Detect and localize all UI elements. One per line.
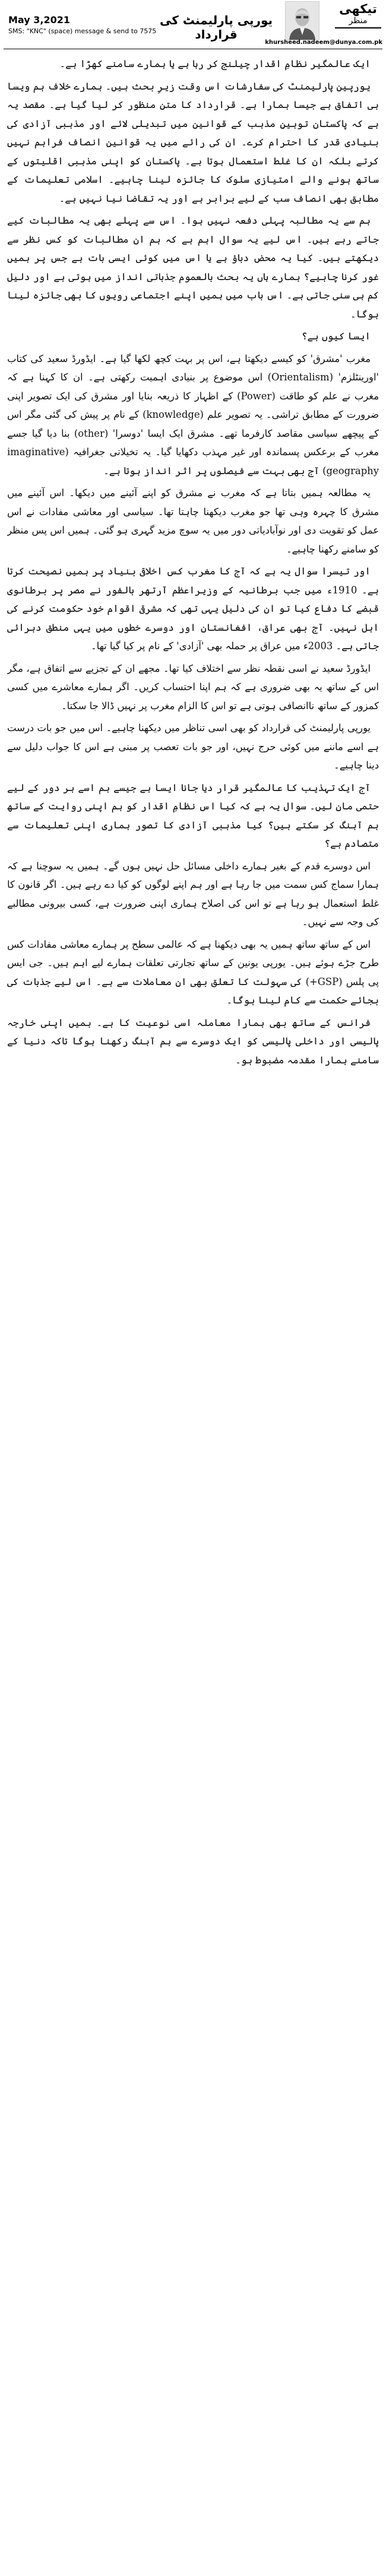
paragraph: یہ مطالعہ ہمیں بتاتا ہے کہ مغرب نے مشرق کو اپنے آئینے میں دیکھا۔ اس آئینے میں مشرق کا چہرہ وہی تھا جو مغرب دیکھنا چاہتا تھا۔ سیاسی اور معاشی مفادات نے اس عمل کو تقویت دی اور نوآبادیاتی دور میں یہ سوچ مزید گہری ہو گئی۔ ہمیں اس پس منظر کو سامنے رکھنا چاہیے۔ — [7, 487, 379, 555]
paragraph: یورپین پارلیمنٹ کی سفارشات اس وقت زیرِ بحث ہیں۔ ہمارے خلاف ہم ویسا ہی اتفاق ہے جیسا ہمارا ہے۔ قرارداد کا متن منظور کر لیا گیا ہے۔ مقصد یہ ہے کہ پاکستان توہینِ مذہب کے قوانین میں تبدیلی لائے اور مذہبی آزادی کی بنیادی قدر کا احترام کرے۔ ان کی رائے میں یہ قوانین انصاف فراہم نہیں کرتے بلکہ ان کا غلط استعمال ہوتا ہے۔ پاکستان کو اپنی مذہبی اقلیتوں کے ساتھ ہونے والے امتیازی سلوک کا جائزہ لینا چاہیے۔ اسلامی تعلیمات کے مطابق بھی انصاف سب کے لیے برابر ہے اور یہ تقاضا نیا نہیں ہے۔ — [7, 80, 379, 204]
paragraph: مغرب 'مشرق' کو کیسے دیکھتا ہے، اس پر بہت کچھ لکھا گیا ہے۔ ایڈورڈ سعید کی کتاب 'اورینٹلزم' (Orientalism) اس موضوع پر بنیادی اہمیت رکھتی ہے۔ ان کا کہنا ہے کہ مغرب نے علم کو طاقت (Power) کے اظہار کا ذریعہ بنایا اور مشرق کی ایک تصویر اپنی ضرورت کے مطابق تراشی۔ یہ تصویر علم (knowledge) کے نام پر پیش کی گئی مگر اس کے پیچھے سیاسی مقاصد کارفرما تھے۔ مشرق ایک ایسا 'دوسرا' (other) بنا دیا گیا جسے مغرب کے برعکس پسماندہ اور غیر مہذب دکھایا گیا۔ یہ تخیلاتی جغرافیہ (imaginative geography) آج بھی بہت سے فیصلوں پر اثر انداز ہوتا ہے۔ — [7, 352, 379, 477]
paragraph: اور تیسرا سوال یہ ہے کہ آج کا مغرب کس اخلاقی بنیاد پر ہمیں نصیحت کرتا ہے۔ 1910ء میں جب برطانیہ کے وزیراعظم آرتھر بالفور نے مصر پر برطانوی قبضے کا دفاع کیا تو ان کی دلیل یہی تھی کہ مشرقی اقوام خود حکومت کرنے کی اہل نہیں۔ آج بھی عراق، افغانستان اور دوسرے خطوں میں یہی منطق دہرائی جاتی ہے۔ 2003ء میں عراق پر حملہ بھی 'آزادی' کے نام پر کیا گیا تھا۔ — [7, 566, 379, 652]
paragraph: ایڈورڈ سعید نے اسی نقطہ نظر سے اختلاف کیا تھا۔ مجھے ان کے تجزیے سے اتفاق ہے، مگر اس کے ساتھ یہ بھی ضروری ہے کہ ہم اپنا احتساب کریں۔ اگر ہمارے معاشرے میں کسی کمزور کے ساتھ ناانصافی ہوتی ہے تو اس کا الزام مغرب پر نہیں ڈالا جا سکتا۔ — [7, 662, 379, 712]
article-headline: یورپی پارلیمنٹ کی قرارداد — [159, 13, 273, 42]
paragraph: آج ایک تہذیب کا عالمگیر قرار دیا جانا ایسا ہے جیسے ہم اسے ہر دور کے لیے حتمی مان لیں۔ سوال یہ ہے کہ کیا اس نظامِ اقدار کو ہم اپنی روایت کے ساتھ ہم آہنگ کر سکتے ہیں؟ کیا مذہبی آزادی کا تصور ہماری اپنی تعلیمات سے متصادم ہے؟ — [7, 782, 379, 849]
column-author-name: منظر — [349, 16, 368, 26]
author-portrait-icon — [286, 2, 319, 40]
paragraph: ایک عالمگیر نظامِ اقدار چیلنج کر رہا ہے یا ہمارے سامنے کھڑا ہے۔ — [59, 58, 371, 69]
author-photo — [285, 1, 319, 40]
paragraph: فرانس کے ساتھ بھی ہمارا معاملہ اسی نوعیت کا ہے۔ ہمیں اپنی خارجہ پالیسی اور داخلی پالیسی کو ایک دوسرے سے ہم آہنگ رکھنا ہوگا تاکہ دنیا کے سامنے ہمارا مقدمہ مضبوط ہو۔ — [7, 1017, 379, 1066]
author-email: khursheed.nadeem@dunya.com.pk — [265, 39, 382, 46]
paragraph: اس کے ساتھ ساتھ ہمیں یہ بھی دیکھنا ہے کہ عالمی سطح پر ہمارے معاشی مفادات کس طرح جڑے ہوئے ہیں۔ یورپی یونین کے ساتھ تجارتی تعلقات ہمارے لیے اہم ہیں۔ جی ایس پی پلس (GSP+) کی سہولت کا تعلق بھی ان معاملات سے ہے۔ اس لیے جذبات کی بجائے حکمت سے کام لینا ہوگا۔ — [7, 938, 379, 1006]
publish-date: May 3,2021 — [8, 14, 70, 26]
column-title: تیکھی — [339, 2, 377, 16]
paragraph: ہم سے یہ مطالبہ پہلی دفعہ نہیں ہوا۔ اس سے پہلے بھی یہ مطالبات کیے جاتے رہے ہیں۔ اس لیے یہ سوال اہم ہے کہ ہم ان مطالبات کو کس نظر سے دیکھتے ہیں۔ کیا یہ محض دباؤ ہے یا اس میں کوئی ایسی بات ہے جس پر ہمیں غور کرنا چاہیے؟ ہمارے ہاں یہ بحث بالعموم جذباتی انداز میں ہوتی ہے اور دلیل کم ہی سنی جاتی ہے۔ اس باب میں ہمیں اپنے اجتماعی رویوں کا بھی جائزہ لینا ہوگا۔ — [7, 215, 379, 320]
sms-instruction: SMS: "KNC" (space) message & send to 7575 — [8, 27, 157, 35]
column-header — [0, 0, 386, 51]
paragraph: یورپی پارلیمنٹ کی قرارداد کو بھی اسی تناظر میں دیکھنا چاہیے۔ اس میں جو بات درست ہے اسے ماننے میں کوئی حرج نہیں، اور جو بات تعصب پر مبنی ہے اس کا جواب دلیل سے دینا چاہیے۔ — [7, 722, 379, 771]
paragraph: اس دوسرے قدم کے بغیر ہمارے داخلی مسائل حل نہیں ہوں گے۔ ہمیں یہ سوچنا ہے کہ ہمارا سماج کس سمت میں جا رہا ہے اور ہم اپنے لوگوں کو کیا دے رہے ہیں۔ اگر قانون کا غلط استعمال ہو رہا ہے تو اس کی اصلاح ہماری اپنی ضرورت ہے، کسی بیرونی مطالبے کی وجہ سے نہیں۔ — [7, 860, 379, 928]
article-body — [7, 55, 379, 2571]
column-logo — [334, 2, 382, 39]
column-logo-rule — [335, 27, 381, 28]
paragraph: ایسا کیوں ہے؟ — [301, 331, 371, 342]
